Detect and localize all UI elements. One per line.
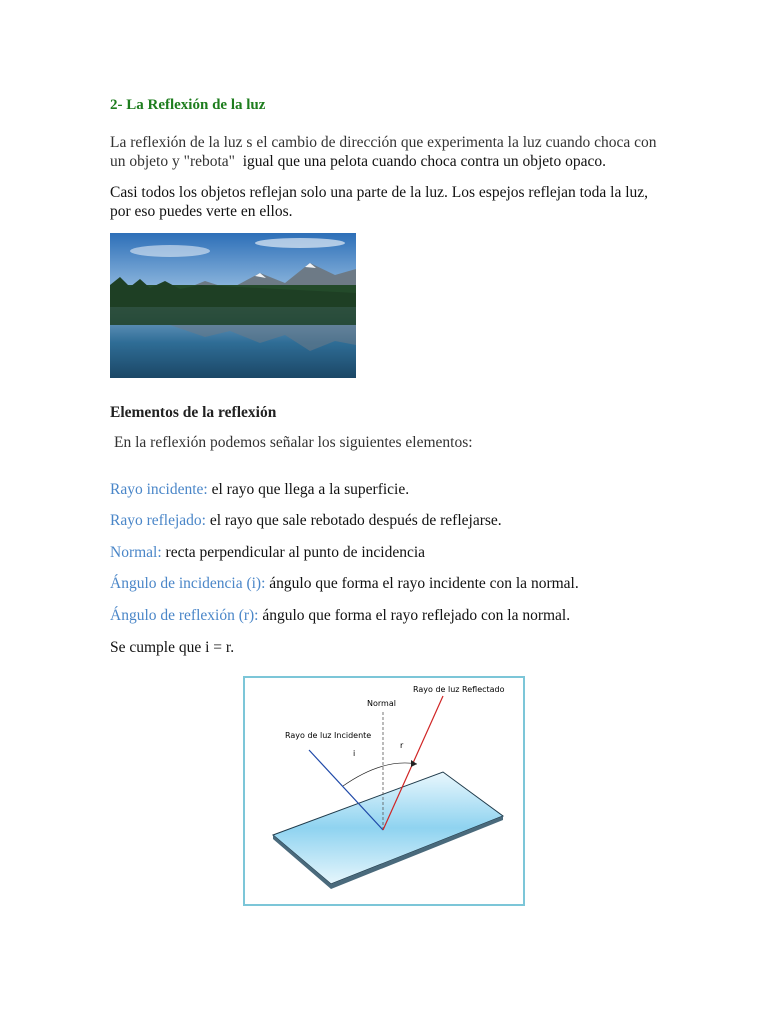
definition-term: Ángulo de reflexión (r): bbox=[110, 607, 259, 624]
elements-heading: Elementos de la reflexión bbox=[110, 404, 277, 421]
definition-item bbox=[110, 480, 409, 499]
definition-item bbox=[110, 574, 579, 593]
conclusion-text: Se cumple que i = r. bbox=[110, 639, 235, 656]
definition-item bbox=[110, 543, 425, 562]
intro-line-1: La reflexión de la luz s el cambio de dirección que experimenta la luz cuando choca con bbox=[110, 134, 657, 151]
mirror-paragraph bbox=[110, 183, 670, 221]
definition-term: Normal: bbox=[110, 544, 162, 561]
definition-text: ángulo que forma el rayo incidente con la normal. bbox=[269, 575, 579, 592]
reflection-diagram bbox=[243, 676, 525, 906]
definition-text: recta perpendicular al punto de incidencia bbox=[165, 544, 426, 561]
elements-intro: En la reflexión podemos señalar los siguientes elementos: bbox=[114, 434, 473, 451]
normal-label: Normal bbox=[367, 699, 396, 708]
mirror-line-1: Casi todos los objetos reflejan solo una parte de la luz. Los espejos reflejan toda la luz, bbox=[110, 184, 649, 201]
lake-reflection-photo bbox=[110, 233, 356, 378]
definition-term: Rayo reflejado: bbox=[110, 512, 206, 529]
section-title: 2- La Reflexión de la luz bbox=[110, 97, 266, 113]
definition-text: el rayo que llega a la superficie. bbox=[211, 481, 410, 498]
intro-paragraph bbox=[110, 133, 670, 171]
definition-item bbox=[110, 511, 502, 530]
definition-item bbox=[110, 606, 570, 625]
intro-line-2 bbox=[110, 152, 670, 171]
angle-r-label: r bbox=[400, 741, 404, 750]
definition-text: ángulo que forma el rayo reflejado con la normal. bbox=[262, 607, 571, 624]
mirror-line-2: por eso puedes verte en ellos. bbox=[110, 203, 293, 220]
definition-term: Rayo incidente: bbox=[110, 481, 208, 498]
reflected-ray-label: Rayo de luz Reflectado bbox=[413, 685, 505, 694]
definition-term: Ángulo de incidencia (i): bbox=[110, 575, 266, 592]
angle-i-label: i bbox=[353, 749, 356, 758]
incident-ray-label: Rayo de luz Incidente bbox=[285, 731, 372, 740]
intro-line-2-end: igual que una pelota cuando choca contra un objeto opaco. bbox=[242, 153, 607, 170]
intro-line-2-start: un objeto y "rebota" bbox=[110, 153, 235, 170]
definition-text: el rayo que sale rebotado después de reflejarse. bbox=[209, 512, 502, 529]
